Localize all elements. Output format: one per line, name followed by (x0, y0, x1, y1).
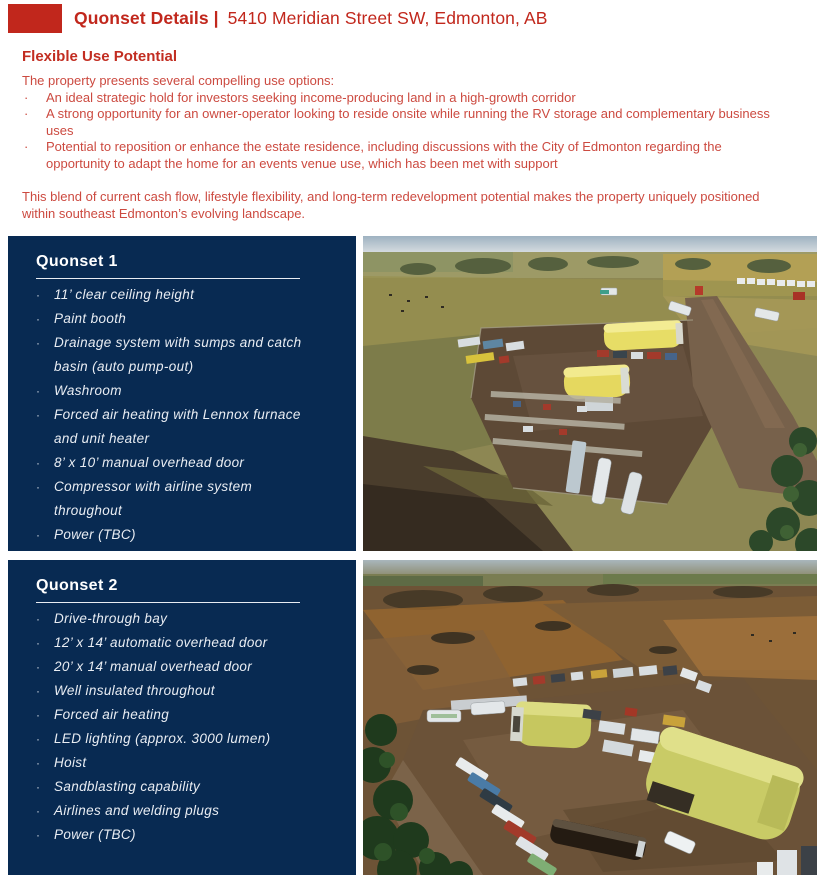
list-item: · Forced air heating with Lennox furnace and unit heater (8, 403, 356, 451)
quonset2-heading: Quonset 2 (36, 577, 300, 603)
bullet-icon: · (36, 384, 41, 398)
page-header (8, 4, 548, 33)
list-item: · Washroom (8, 379, 356, 403)
bullet-icon: · (36, 804, 41, 818)
bullet-icon: · (24, 106, 29, 121)
list-item: · 20’ x 14’ manual overhead door (8, 655, 356, 679)
bullet-icon: · (36, 756, 41, 770)
section-intro: The property presents several compelling use options: (22, 73, 335, 88)
list-item: · Forced air heating (8, 703, 356, 727)
list-item: · An ideal strategic hold for investors seeking income-producing land in a high-growth corridor (24, 89, 576, 105)
aerial-photo-1 (363, 236, 817, 551)
list-item: · Power (TBC) (8, 523, 356, 547)
quonset2-row (0, 560, 817, 875)
list-item: · Airlines and welding plugs (8, 799, 356, 823)
bullet-icon: · (36, 732, 41, 746)
bullet-icon: · (36, 828, 41, 842)
list-item: · Power (TBC) (8, 823, 356, 847)
flexible-use-section (22, 48, 794, 222)
list-item: · Well insulated throughout (8, 679, 356, 703)
quonset2-photo (363, 560, 817, 875)
bullet-icon: · (36, 612, 41, 626)
bullet-icon: · (36, 456, 41, 470)
list-item: · Potential to reposition or enhance the estate residence, including discussions with the City of Edmonton regarding the opportunity to adapt the home for an events venue use, which has been met with support (24, 139, 722, 171)
list-item: · Paint booth (8, 307, 356, 331)
quonset1-photo (363, 236, 817, 551)
list-item: · 12’ x 14’ automatic overhead door (8, 631, 356, 655)
bullet-icon: · (36, 684, 41, 698)
use-options-list (22, 90, 794, 173)
list-item: · Compressor with airline system throughout (8, 475, 356, 523)
list-item: · 8’ x 10’ manual overhead door (8, 451, 356, 475)
bullet-icon: · (36, 528, 41, 542)
quonset1-feature-list (8, 283, 356, 547)
list-item: · LED lighting (approx. 3000 lumen) (8, 727, 356, 751)
bullet-icon: · (36, 288, 41, 302)
list-item: · Drive-through bay (8, 607, 356, 631)
section-heading: Flexible Use Potential (22, 48, 178, 65)
page-title-address: 5410 Meridian Street SW, Edmonton, AB (227, 8, 548, 28)
bullet-icon: · (36, 780, 41, 794)
list-item: · 11’ clear ceiling height (8, 283, 356, 307)
quonset1-row (0, 236, 817, 551)
quonset2-feature-list (8, 607, 356, 847)
bullet-icon: · (24, 139, 29, 154)
brand-block (8, 4, 62, 33)
bullet-icon: · (36, 708, 41, 722)
list-item: · Sandblasting capability (8, 775, 356, 799)
list-item: · A strong opportunity for an owner-operator looking to reside onsite while running the RV storage and complementary business uses (24, 106, 770, 138)
quonset2-panel (8, 560, 356, 875)
bullet-icon: · (36, 480, 41, 494)
quonset1-panel (8, 236, 356, 551)
bullet-icon: · (36, 660, 41, 674)
page-title-bold: Quonset Details | (74, 8, 219, 28)
aerial-photo-2 (363, 560, 817, 875)
page-title (74, 8, 548, 29)
closing-paragraph: This blend of current cash flow, lifestyle flexibility, and long-term redevelopment potential makes the property uniquely positioned within southeast Edmonton’s evolving landscape. (22, 189, 760, 221)
list-item: · Drainage system with sumps and catch basin (auto pump-out) (8, 331, 356, 379)
quonset1-heading: Quonset 1 (36, 253, 300, 279)
bullet-icon: · (36, 636, 41, 650)
bullet-icon: · (36, 312, 41, 326)
bullet-icon: · (36, 408, 41, 422)
bullet-icon: · (24, 89, 29, 105)
list-item: · Hoist (8, 751, 356, 775)
bullet-icon: · (36, 336, 41, 350)
